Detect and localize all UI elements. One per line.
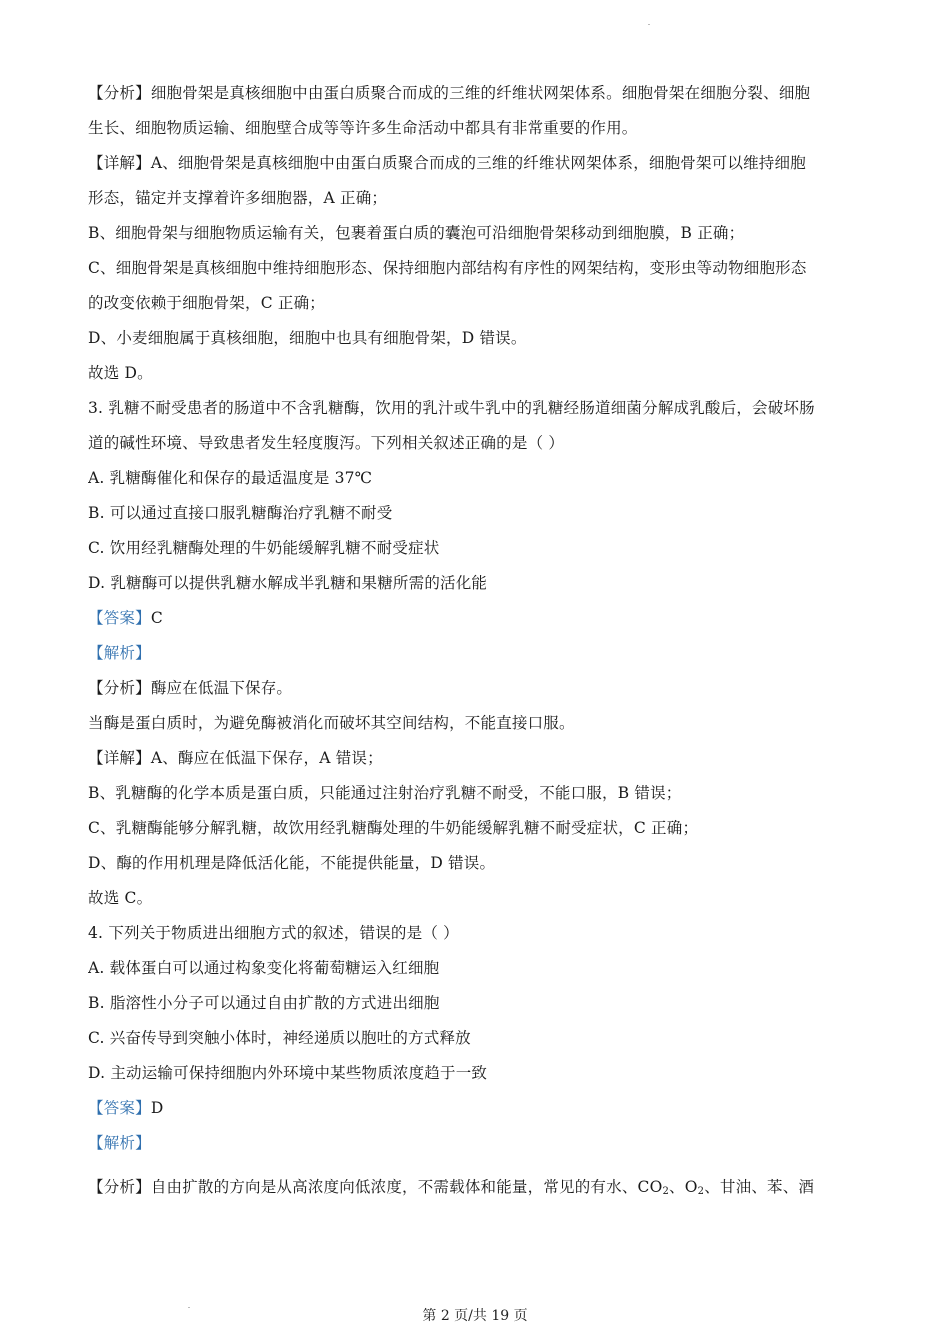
line-text: 3. 乳糖不耐受患者的肠道中不含乳糖酶，饮用的乳汁或牛乳中的乳糖经肠道细菌分解成乳酸后，会破坏肠 [88, 399, 815, 417]
text-line [88, 986, 868, 1021]
text-line [88, 216, 868, 251]
line-text: D. 主动运输可保持细胞内外环境中某些物质浓度趋于一致 [88, 1064, 488, 1082]
line-text: C、细胞骨架是真核细胞中维持细胞形态、保持细胞内部结构有序性的网架结构，变形虫等动物细胞形态 [88, 259, 807, 277]
line-text: A、酶应在低温下保存，A 错误； [150, 749, 383, 767]
line-text: C. 饮用经乳糖酶处理的牛奶能缓解乳糖不耐受症状 [88, 539, 440, 557]
line-text: 细胞骨架是真核细胞中由蛋白质聚合而成的三维的纤维状网架体系。细胞骨架在细胞分裂、细胞 [150, 84, 811, 102]
text-line [88, 251, 868, 286]
text-line [88, 1091, 868, 1126]
text-line [88, 321, 868, 356]
line-text: B、细胞骨架与细胞物质运输有关，包裹着蛋白质的囊泡可沿细胞骨架移动到细胞膜，B 正确； [88, 224, 745, 242]
text-line [88, 811, 868, 846]
line-text: 4. 下列关于物质进出细胞方式的叙述，错误的是（ ） [88, 924, 459, 942]
line-text: A. 乳糖酶催化和保存的最适温度是 37℃ [88, 469, 373, 487]
text-line [88, 916, 868, 951]
text-line [88, 356, 868, 391]
line-text: 故选 D。 [88, 364, 153, 382]
line-text: A、细胞骨架是真核细胞中由蛋白质聚合而成的三维的纤维状网架体系，细胞骨架可以维持细胞 [150, 154, 806, 172]
text-line [88, 1126, 868, 1161]
section-tag: 【详解】 [88, 749, 151, 767]
text-line [88, 601, 868, 636]
text-line [88, 76, 868, 111]
line-text: 形态，锚定并支撑着许多细胞器，A 正确； [88, 189, 388, 207]
line-text: B. 可以通过直接口服乳糖酶治疗乳糖不耐受 [88, 504, 393, 522]
text-line [88, 1170, 888, 1205]
line-text: A. 载体蛋白可以通过构象变化将葡萄糖运入红细胞 [88, 959, 440, 977]
line-text: D、酶的作用机理是降低活化能，不能提供能量，D 错误。 [88, 854, 496, 872]
line-text: 、甘油、苯、酒 [704, 1178, 815, 1196]
text-line [88, 496, 868, 531]
subscript: 2 [662, 1186, 670, 1197]
text-line [88, 111, 868, 146]
line-text: C、乳糖酶能够分解乳糖，故饮用经乳糖酶处理的牛奶能缓解乳糖不耐受症状，C 正确； [88, 819, 699, 837]
line-text: D. 乳糖酶可以提供乳糖水解成半乳糖和果糖所需的活化能 [88, 574, 488, 592]
text-line [88, 286, 868, 321]
text-line [88, 1021, 868, 1056]
line-text: 自由扩散的方向是从高浓度向低浓度，不需载体和能量，常见的有水、CO [150, 1178, 663, 1196]
line-text: 生长、细胞物质运输、细胞壁合成等等许多生命活动中都具有非常重要的作用。 [88, 119, 638, 137]
answer-tag: 【答案】 [88, 1099, 151, 1117]
text-line [88, 1056, 868, 1091]
answer-tag: 【解析】 [88, 1134, 151, 1152]
text-line [88, 461, 868, 496]
page-footer: 第 2 页/共 19 页 [422, 1308, 528, 1324]
line-text: B. 脂溶性小分子可以通过自由扩散的方式进出细胞 [88, 994, 440, 1012]
text-line [88, 531, 868, 566]
line-text: 故选 C。 [88, 889, 153, 907]
line-text: 的改变依赖于细胞骨架，C 正确； [88, 294, 325, 312]
text-line [88, 146, 868, 181]
line-text: 、O [669, 1178, 698, 1196]
text-line [88, 671, 868, 706]
text-line [88, 776, 868, 811]
document-body [88, 76, 868, 1161]
line-text: D、小麦细胞属于真核细胞，细胞中也具有细胞骨架，D 错误。 [88, 329, 527, 347]
subscript: 2 [697, 1186, 705, 1197]
text-line [88, 741, 868, 776]
scan-speck [648, 24, 650, 25]
line-text: 酶应在低温下保存。 [150, 679, 293, 697]
answer-tag: 【解析】 [88, 644, 151, 662]
line-text: D [150, 1099, 164, 1117]
text-line [88, 181, 868, 216]
line-text: 当酶是蛋白质时，为避免酶被消化而破坏其空间结构，不能直接口服。 [88, 714, 575, 732]
text-line [88, 636, 868, 671]
section-tag: 【分析】 [88, 679, 151, 697]
text-line [88, 706, 868, 741]
line-text: 道的碱性环境、导致患者发生轻度腹泻。下列相关叙述正确的是（ ） [88, 434, 565, 452]
section-tag: 【详解】 [88, 154, 151, 172]
text-line [88, 951, 868, 986]
text-line [88, 391, 868, 426]
line-text: B、乳糖酶的化学本质是蛋白质，只能通过注射治疗乳糖不耐受，不能口服，B 错误； [88, 784, 682, 802]
text-line [88, 881, 868, 916]
answer-tag: 【答案】 [88, 609, 151, 627]
line-text: C [150, 609, 163, 627]
text-line [88, 846, 868, 881]
line-text: C. 兴奋传导到突触小体时，神经递质以胞吐的方式释放 [88, 1029, 471, 1047]
text-line [88, 426, 868, 461]
text-line [88, 566, 868, 601]
section-tag: 【分析】 [88, 1178, 151, 1196]
section-tag: 【分析】 [88, 84, 151, 102]
